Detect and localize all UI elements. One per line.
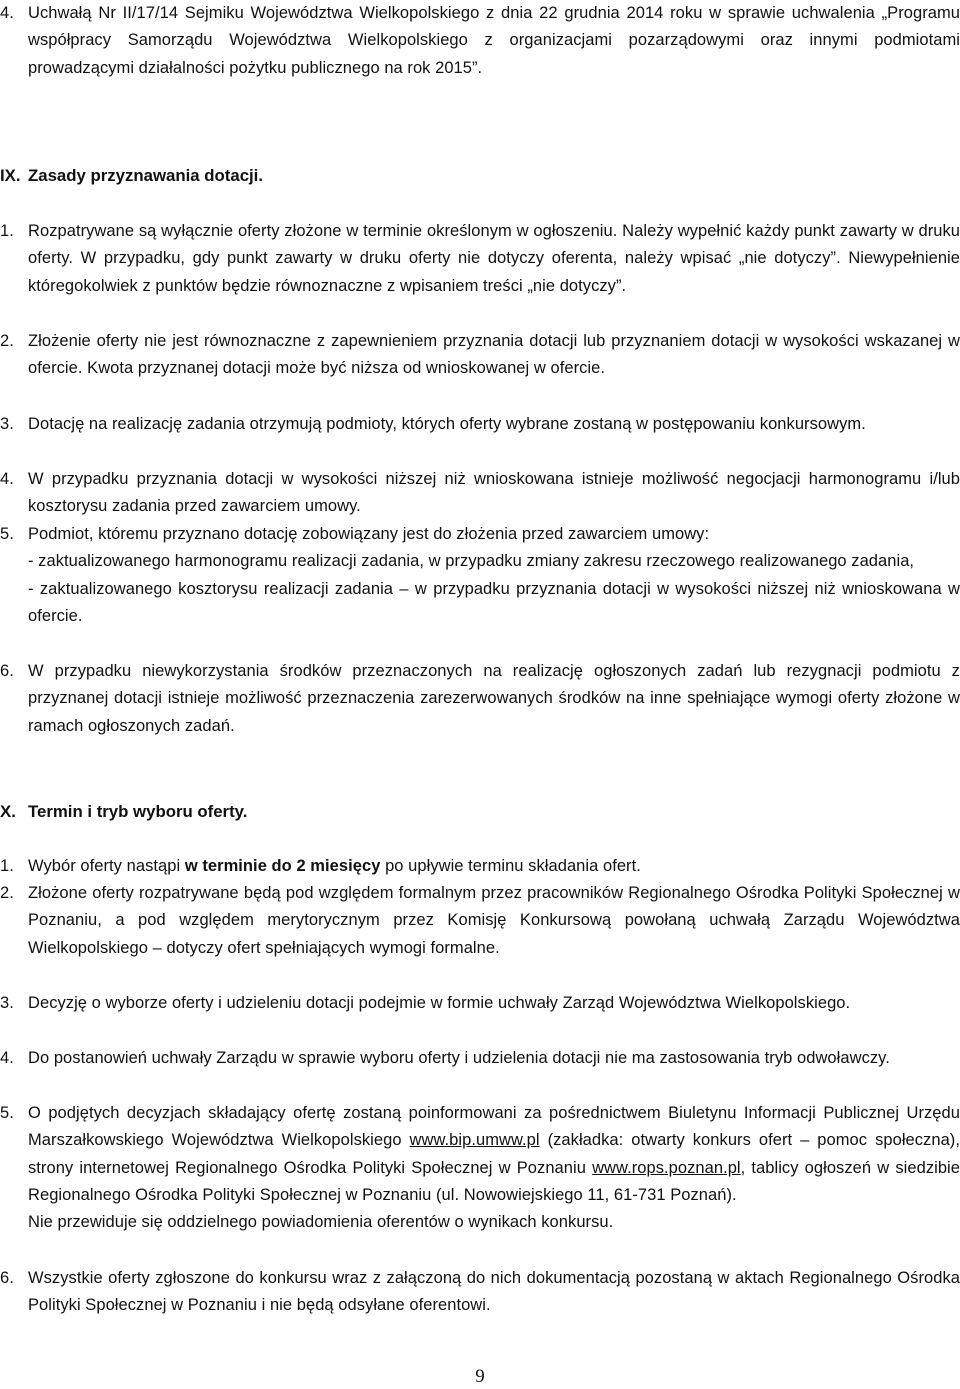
rops-link[interactable]: www.rops.poznan.pl: [592, 1158, 741, 1177]
list-item: 5. Podmiot, któremu przyznano dotację zobowiązany jest do złożenia przed zawarciem umowy: - zaktualizowanego harmonogramu realizacji zadania, w przypadku zmiany zakresu rzeczowego realizowanego zadania, - zaktualizowanego kosztorysu realizacji zadania – w przypadku przyznania dotacji w wysokości niższej niż wnioskowana w ofercie.: [0, 521, 960, 630]
sub-item: - zaktualizowanego kosztorysu realizacji zadania – w przypadku przyznania dotacji w wysokości niższej niż wnioskowana w ofercie.: [28, 579, 960, 625]
list-item: 4. Do postanowień uchwały Zarządu w sprawie wyboru oferty i udzielenia dotacji nie ma zastosowania tryb odwoławczy.: [0, 1049, 890, 1067]
section-heading-x: X. Termin i tryb wyboru oferty.: [0, 802, 248, 821]
bip-link[interactable]: www.bip.umww.pl: [409, 1131, 540, 1150]
list-item: 4. Uchwałą Nr II/17/14 Sejmiku Województwa Wielkopolskiego z dnia 22 grudnia 2014 roku w sprawie uchwalenia „Programu współpracy Samorządu Województwa Wielkopolskiego z organizacjami pozarządowymi oraz innymi podmiotami prowadzącymi działalności pożytku publicznego na rok 2015”.: [0, 4, 960, 77]
section-heading-ix: IX. Zasady przyznawania dotacji.: [0, 166, 264, 185]
page-number: 9: [475, 1366, 485, 1387]
note-text: Nie przewiduje się oddzielnego powiadomienia oferentów o wynikach konkursu.: [28, 1213, 614, 1232]
list-item: 1. Wybór oferty nastąpi w terminie do 2 miesięcy po upływie terminu składania ofert.: [0, 857, 641, 875]
sub-item: - zaktualizowanego harmonogramu realizacji zadania, w przypadku zmiany zakresu rzeczowego realizowanego zadania,: [28, 552, 915, 571]
list-item: 3. Decyzję o wyborze oferty i udzieleniu dotacji podejmie w formie uchwały Zarząd Województwa Wielkopolskiego.: [0, 994, 851, 1012]
list-item: 5. O podjętych decyzjach składający ofertę zostaną poinformowani za pośrednictwem Biuletynu Informacji Publicznej Urzędu Marszałkowskiego Województwa Wielkopolskiego www.bip.umww.pl (zakładka: otwarty konkurs ofert – pomoc społeczna), strony internetowej Regionalnego Ośrodka Polityki Społecznej w Poznaniu www.rops.poznan.pl, tablicy ogłoszeń w siedzibie Regionalnego Ośrodka Polityki Społecznej w Poznaniu (ul. Nowowiejskiego 11, 61-731 Poznań). Nie przewiduje się oddzielnego powiadomienia oferentów o wynikach konkursu.: [0, 1100, 960, 1236]
list-item: 6. W przypadku niewykorzystania środków przeznaczonych na realizację ogłoszonych zadań lub rezygnacji podmiotu z przyznanej dotacji istnieje możliwość przeznaczenia zarezerwowanych środków na inne spełniające wymogi oferty złożone w ramach ogłoszonych zadań.: [0, 662, 960, 735]
list-item: 6. Wszystkie oferty zgłoszone do konkursu wraz z załączoną do nich dokumentacją pozostaną w aktach Regionalnego Ośrodka Polityki Społecznej w Poznaniu i nie będą odsyłane oferentowi.: [0, 1269, 960, 1315]
list-item: 4. W przypadku przyznania dotacji w wysokości niższej niż wnioskowana istnieje możliwość negocjacji harmonogramu i/lub kosztorysu zadania przed zawarciem umowy.: [0, 470, 960, 516]
list-item: 1. Rozpatrywane są wyłącznie oferty złożone w terminie określonym w ogłoszeniu. Należy wypełnić każdy punkt zawarty w druku oferty. W przypadku, gdy punkt zawarty w druku oferty nie dotyczy oferenta, należy wpisać „nie dotyczy”. Niewypełnienie któregokolwiek z punktów będzie równoznaczne z wpisaniem treści „nie dotyczy”.: [0, 222, 960, 295]
list-item: 2. Złożone oferty rozpatrywane będą pod względem formalnym przez pracowników Regionalnego Ośrodka Polityki Społecznej w Poznaniu, a pod względem merytorycznym przez Komisję Konkursową powołaną uchwałą Zarządu Województwa Wielkopolskiego – dotyczy ofert spełniających wymogi formalne.: [0, 884, 960, 957]
list-item: 3. Dotację na realizację zadania otrzymują podmioty, których oferty wybrane zostaną w postępowaniu konkursowym.: [0, 415, 866, 433]
list-item: 2. Złożenie oferty nie jest równoznaczne z zapewnieniem przyznania dotacji lub przyznaniem dotacji w wysokości wskazanej w ofercie. Kwota przyznanej dotacji może być niższa od wnioskowanej w ofercie.: [0, 332, 960, 378]
